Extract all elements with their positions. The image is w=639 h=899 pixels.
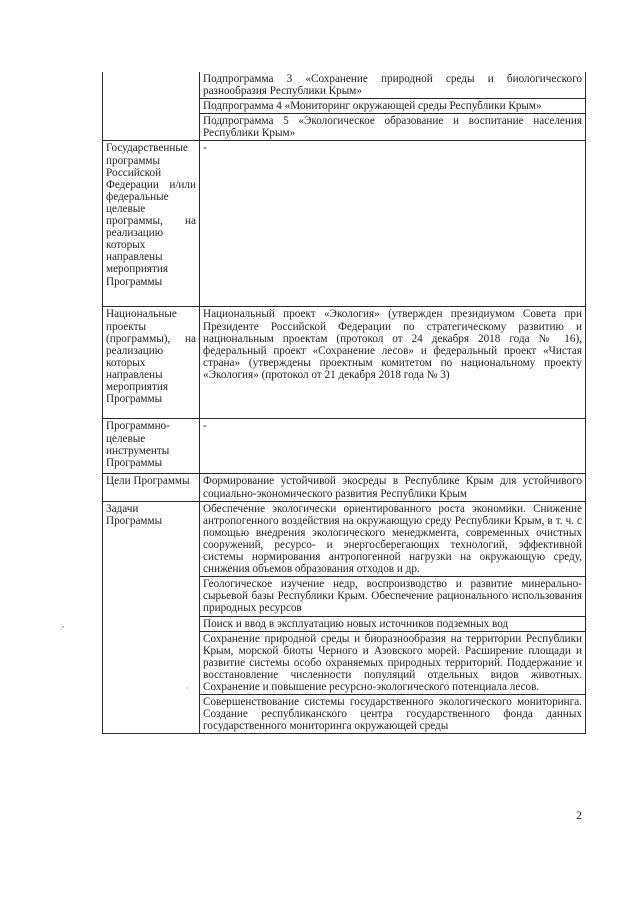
task-item: Совершенствование системы государственного экологического мониторинга. Создание республиканского центра государственного фонда данных государственного мониторинга окружающей среды (203, 696, 582, 733)
row-state-programs-label (103, 141, 200, 307)
scan-speck (62, 626, 64, 628)
national-projects-label: Национальные проекты (программы), на реализацию которых направлены мероприятия Программы (106, 308, 196, 406)
task-item: Поиск и ввод в эксплуатацию новых источников подземных вод (200, 617, 585, 632)
national-projects-value: Национальный проект «Экология» (утвержден президиумом Совета при Президенте Российской Федерации по стратегическому развитию и национальным проектам (протокол от 24 декабря 2018 года № 16), федеральный проект «Сохранение лесов» и федеральный проект «Чистая страна» (утверждены проектным комитетом по национальному проекту «Экология» (протокол от 21 декабря 2018 года № 3) (203, 308, 582, 381)
row-goals-value (200, 474, 586, 501)
row-subprograms-label (103, 72, 200, 141)
row-tasks-label (103, 501, 200, 734)
row-national-projects-value (200, 307, 586, 419)
row-national-projects-label (103, 307, 200, 419)
row-goals-label (103, 474, 200, 501)
goals-value: Формирование устойчивой экосреды в Республике Крым для устойчивого социально-экономического развития Республики Крым (203, 475, 582, 500)
row-tasks-value (200, 501, 586, 734)
instruments-value: - (203, 420, 207, 433)
task-item: Обеспечение экологически ориентированного роста экономики. Снижение антропогенного воздействия на окружающую среду Республики Крым, в т. ч. с помощью внедрения экологического менеджмента, современных очистных сооружений, ресурсо- и энергосберегающих технологий, эффективной системы нормирования антропогенной нагрузки на окружающую среду, снижения объемов образования отходов и др. (200, 502, 585, 578)
subprogram-5: Подпрограмма 5 «Экологическое образование и воспитание населения Республики Крым» (203, 115, 582, 140)
scan-speck (60, 628, 61, 629)
row-state-programs (103, 141, 586, 307)
row-goals (103, 474, 586, 501)
row-instruments (103, 419, 586, 474)
tasks-label: Задачи Программы (106, 502, 163, 527)
goals-label: Цели Программы (106, 475, 190, 488)
passport-table (102, 72, 586, 734)
row-national-projects (103, 307, 586, 419)
page-number: 2 (576, 808, 582, 822)
subprogram-3: Подпрограмма 3 «Сохранение природной среды и биологического разнообразия Республики Крым» (200, 72, 585, 99)
row-subprograms (103, 72, 586, 141)
row-tasks (103, 501, 586, 734)
row-subprograms-value (200, 72, 586, 141)
row-instruments-value (200, 419, 586, 474)
row-instruments-label (103, 419, 200, 474)
state-programs-label: Государственные программы Российской Федерации и/или федеральные целевые программы, на реализацию которых направлены мероприятия Программы (106, 142, 196, 288)
subprogram-4: Подпрограмма 4 «Мониторинг окружающей среды Республики Крым» (200, 99, 585, 114)
state-programs-value: - (203, 142, 207, 155)
task-item: Геологическое изучение недр, воспроизводство и развитие минерально-сырьевой базы Республики Крым. Обеспечение рационального использования природных ресурсов (200, 577, 585, 616)
row-state-programs-value (200, 141, 586, 307)
task-item: Сохранение природной среды и биоразнообразия на территории Республики Крым, морской биоты Черного и Азовского морей. Расширение площади и развитие системы особо охраняемых природных территорий. Поддержание и восстановление численности популяций отдельных видов животных. Сохранение и повышение ресурсно-экологического потенциала лесов. (200, 632, 585, 695)
instruments-label: Программно-целевые инструменты Программы (106, 420, 170, 469)
